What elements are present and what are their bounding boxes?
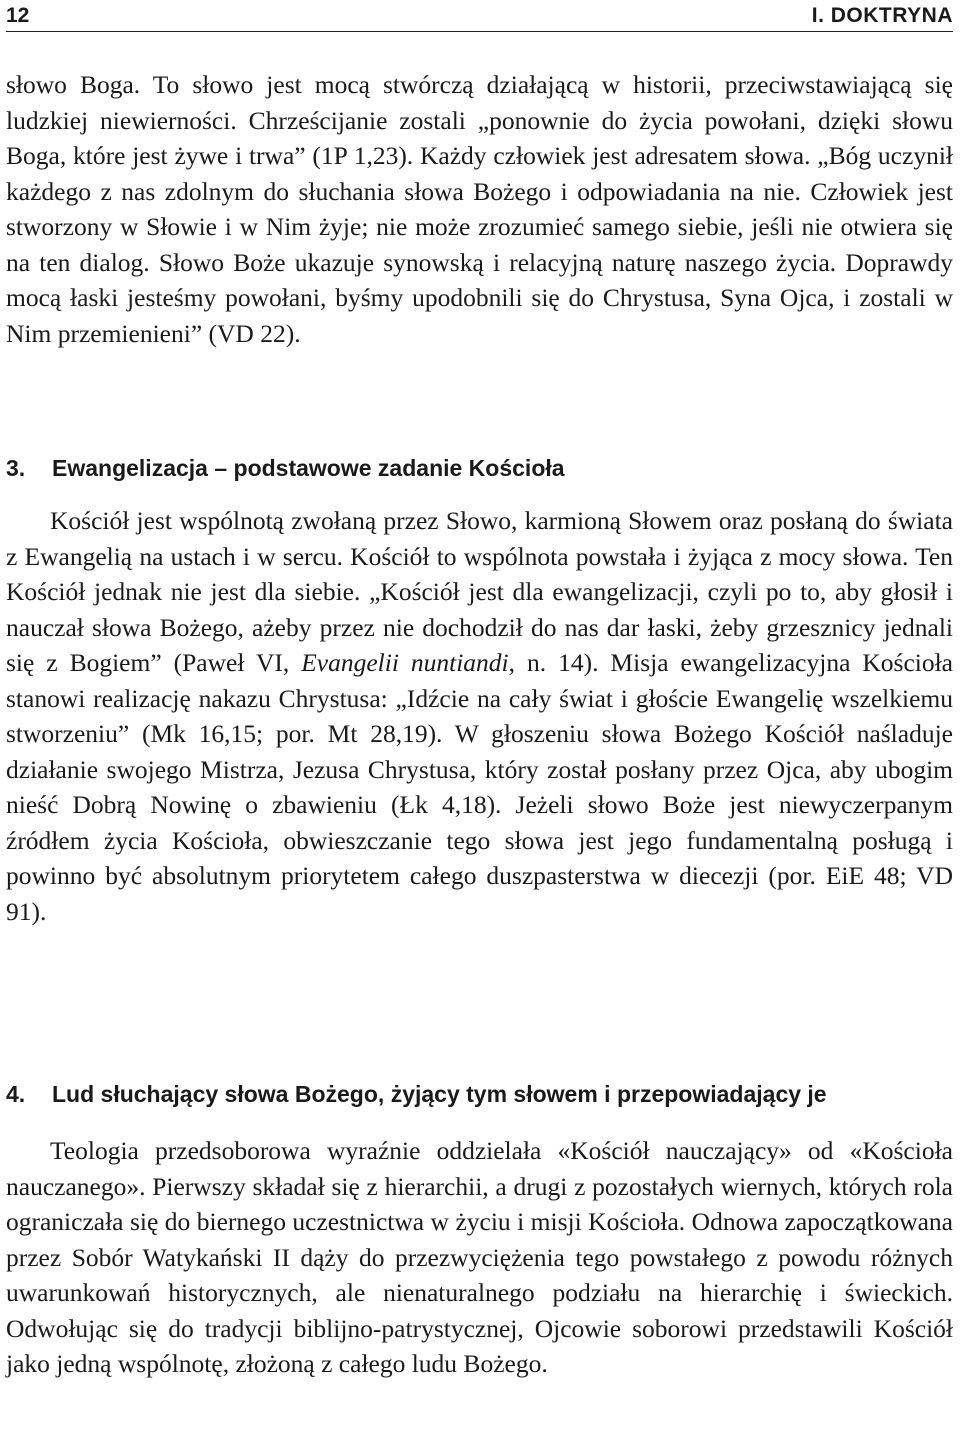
section-title: I. DOKTRYNA: [811, 4, 953, 27]
paragraph-3: Teologia przedsoborowa wyraźnie oddzielała «Kościół nauczający» od «Kościoła nauczanego». Pierwszy składał się z hierarchii, a drugi z pozostałych wiernych, których rola ograniczała się do biernego uczestnictwa w życiu i misji Kościoła. Odnowa zapoczątkowana przez Sobór Watykański II dąży do przezwyciężenia tego powstałego z powodu różnych uwarunkowań historycznych, ale nienaturalnego podziału na hierarchię i świeckich. Odwołując się do tradycji biblijno-patrystycznej, Ojcowie soborowi przedstawili Kościół jako jedną wspólnotę, złożoną z całego ludu Bożego.: [6, 1136, 953, 1378]
section-title-text: Lud słuchający słowa Bożego, żyjący tym słowem i przepowiadający je: [52, 1081, 827, 1107]
page-number: 12: [6, 4, 30, 27]
section-heading-3: [6, 453, 953, 483]
running-head: [6, 3, 953, 32]
paragraph-2: [6, 503, 953, 929]
section-number: 4.: [6, 1081, 26, 1107]
section-heading-4: [6, 1079, 953, 1109]
paragraph-2-part-a: Kościół jest wspólnotą zwołaną przez Słowo, karmioną Słowem oraz posłaną do świata z Ewangelią na ustach i w sercu. Kościół to wspólnota powstała i żyjąca z mocy słowa. Ten Kościół jednak nie jest dla siebie. „Kościół jest dla ewangelizacji, czyli po to, aby głosił i nauczał słowa Bożego, ażeby przez nie dochodził do nas dar łaski, żeby grzesznicy jednali się z Bogiem” (Paweł VI,: [6, 506, 953, 677]
section-number: 3.: [6, 455, 26, 481]
paragraph-1: słowo Boga. To słowo jest mocą stwórczą działającą w historii, przeciwstawiającą się ludzkiej niewierności. Chrześcijanie zostali „ponownie do życia powołani, dzięki słowu Boga, które jest żywe i trwa” (1P 1,23). Każdy człowiek jest adresatem słowa. „Bóg uczynił każdego z nas zdolnym do słuchania słowa Bożego i odpowiadania na nie. Człowiek jest stworzony w Słowie i w Nim żyje; nie może zrozumieć samego siebie, jeśli nie otwiera się na ten dialog. Słowo Boże ukazuje synowską i relacyjną naturę naszego życia. Doprawdy mocą łaski jesteśmy powołani, byśmy upodobnili się do Chrystusa, Syna Ojca, i zostali w Nim przemienieni” (VD 22).: [6, 70, 953, 348]
citation-title: Evangelii nuntiandi: [301, 648, 509, 677]
paragraph-2-part-b: , n. 14). Misja ewangelizacyjna Kościoła stanowi realizację nakazu Chrystusa: „Idźcie na cały świat i głoście Ewangelię wszelkiemu stworzeniu” (Mk 16,15; por. Mt 28,19). W głoszeniu słowa Bożego Kościół naśladuje działanie swojego Mistrza, Jezusa Chrystusa, który został posłany przez Ojca, aby ubogim nieść Dobrą Nowinę o zbawieniu (Łk 4,18). Jeżeli słowo Boże jest niewyczerpanym źródłem życia Kościoła, obwieszczanie tego słowa jest jego fundamentalną posługą i powinno być absolutnym priorytetem całego duszpasterstwa w diecezji (por. EiE 48; VD 91).: [6, 648, 953, 926]
section-title-text: Ewangelizacja – podstawowe zadanie Kościoła: [52, 455, 565, 481]
